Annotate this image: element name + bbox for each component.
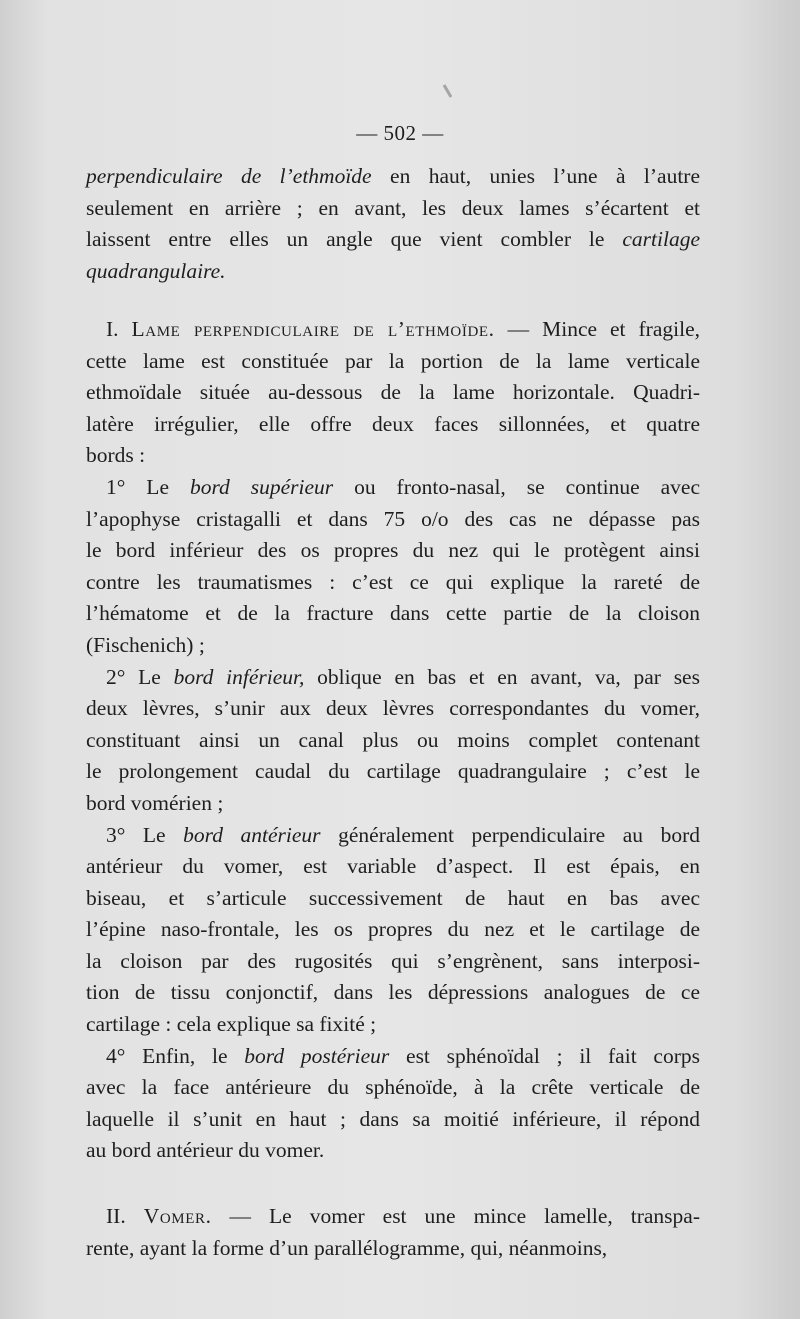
- text-segment: latère irrégulier, elle offre deux faces sillonnées, et quatre: [86, 411, 700, 436]
- text-segment: au bord antérieur du vomer.: [86, 1138, 325, 1163]
- text-segment: généralement perpendiculaire au bord: [320, 822, 701, 847]
- italic-term: bord inférieur,: [173, 664, 305, 689]
- text-line: [86, 1233, 700, 1265]
- text-line: [86, 725, 700, 757]
- text-line: [86, 440, 700, 472]
- text-segment: oblique en bas et en avant, va, par ses: [304, 664, 700, 689]
- text-line: [86, 256, 700, 288]
- text-line: [86, 756, 700, 788]
- text-line: [86, 1072, 700, 1104]
- text-line: [86, 630, 700, 662]
- text-line: [86, 662, 700, 694]
- section-heading: Lame perpendiculaire de l’ethmoïde.: [131, 317, 495, 341]
- text-segment: seulement en arrière ; en avant, les deux lames s’écartent et: [86, 195, 700, 220]
- text-line: [86, 161, 700, 193]
- text-segment: antérieur du vomer, est variable d’aspect. Il est épais, en: [86, 854, 700, 879]
- italic-term: quadrangulaire.: [86, 258, 226, 283]
- text-line: [86, 851, 700, 883]
- text-line: [86, 377, 700, 409]
- paragraph-item-2: [86, 662, 700, 820]
- text-segment: — Le vomer est une mince lamelle, transpa-: [211, 1204, 700, 1228]
- text-line: [86, 314, 700, 346]
- text-segment: ou fronto-nasal, se continue avec: [333, 474, 700, 499]
- text-line: [86, 1041, 700, 1073]
- text-segment: en haut, unies l’une à l’autre: [371, 164, 701, 188]
- text-line: [86, 224, 700, 256]
- text-segment: cette lame est constituée par la portion de la lame verticale: [86, 348, 700, 373]
- text-line: [86, 1104, 700, 1136]
- text-block-section-2: [86, 1201, 700, 1264]
- text-segment: biseau, et s’articule successivement de haut en bas avec: [86, 885, 700, 910]
- text-segment: rente, ayant la forme d’un parallélogramme, qui, néanmoins,: [86, 1235, 608, 1260]
- text-line: [86, 693, 700, 725]
- paragraph-section-1: [86, 314, 700, 472]
- paragraph-item-3: [86, 820, 700, 1041]
- text-segment: deux lèvres, s’unir aux deux lèvres correspondantes du vomer,: [86, 696, 700, 721]
- text-segment: 3° Le: [106, 822, 184, 847]
- text-line: [86, 567, 700, 599]
- text-segment: la cloison par des rugosités qui s’engrènent, sans interposi-: [86, 948, 700, 973]
- text-line: [86, 1135, 700, 1167]
- text-line: [86, 1201, 700, 1233]
- paragraph-intro: [86, 161, 700, 287]
- text-segment: est sphénoïdal ; il fait corps: [389, 1043, 701, 1068]
- text-block-intro: [86, 161, 700, 287]
- text-line: [86, 946, 700, 978]
- text-line: [86, 193, 700, 225]
- text-segment: l’hématome et de la fracture dans cette partie de la cloison: [86, 601, 700, 626]
- text-segment: avec la face antérieure du sphénoïde, à la crête verticale de: [86, 1075, 700, 1100]
- text-segment: le prolongement caudal du cartilage quadrangulaire ; c’est le: [86, 759, 700, 784]
- paragraph-item-1: [86, 472, 700, 662]
- italic-term: perpendiculaire de l’ethmoïde: [86, 164, 372, 188]
- text-line: [86, 820, 700, 852]
- text-segment: 4° Enfin, le: [106, 1043, 245, 1068]
- text-line: [86, 598, 700, 630]
- text-line: [86, 788, 700, 820]
- section-heading: Vomer.: [143, 1204, 212, 1228]
- text-segment: bord vomérien ;: [86, 790, 224, 815]
- text-segment: bords :: [86, 443, 146, 468]
- text-line: [86, 504, 700, 536]
- text-segment: l’apophyse cristagalli et dans 75 o/o des cas ne dépasse pas: [86, 506, 700, 531]
- page-number: — 502 —: [356, 121, 444, 145]
- text-segment: 2° Le: [106, 664, 174, 689]
- text-block-section-1: [86, 314, 700, 1167]
- text-segment: laquelle il s’unit en haut ; dans sa moitié inférieure, il répond: [86, 1106, 700, 1131]
- text-segment: (Fischenich) ;: [86, 632, 205, 657]
- text-line: [86, 535, 700, 567]
- italic-term: bord postérieur: [244, 1043, 390, 1068]
- text-segment: ethmoïdale située au-dessous de la lame horizontale. Quadri-: [86, 380, 700, 405]
- text-segment: tion de tissu conjonctif, dans les dépressions analogues de ce: [86, 980, 700, 1005]
- text-segment: l’épine naso-frontale, les os propres du nez et le cartilage de: [86, 917, 700, 942]
- text-segment: contre les traumatismes : c’est ce qui explique la rareté de: [86, 569, 700, 594]
- text-line: [86, 472, 700, 504]
- text-segment: I.: [106, 317, 132, 341]
- text-line: [86, 977, 700, 1009]
- italic-term: cartilage: [622, 227, 700, 252]
- text-segment: 1° Le: [106, 474, 190, 499]
- paragraph-item-4: [86, 1041, 700, 1167]
- text-line: [86, 914, 700, 946]
- text-segment: — Mince et fragile,: [494, 317, 700, 341]
- text-segment: laissent entre elles un angle que vient combler le: [86, 227, 623, 252]
- text-line: [86, 1009, 700, 1041]
- text-segment: II.: [106, 1204, 144, 1228]
- text-line: [86, 883, 700, 915]
- text-segment: constituant ainsi un canal plus ou moins complet contenant: [86, 727, 700, 752]
- italic-term: bord supérieur: [189, 474, 334, 499]
- text-line: [86, 409, 700, 441]
- text-line: [86, 346, 700, 378]
- text-segment: le bord inférieur des os propres du nez qui le protègent ainsi: [86, 538, 700, 563]
- italic-term: bord antérieur: [183, 822, 321, 847]
- paper-blemish: [443, 84, 453, 98]
- paragraph-section-2: [86, 1201, 700, 1264]
- text-segment: cartilage : cela explique sa fixité ;: [86, 1012, 377, 1037]
